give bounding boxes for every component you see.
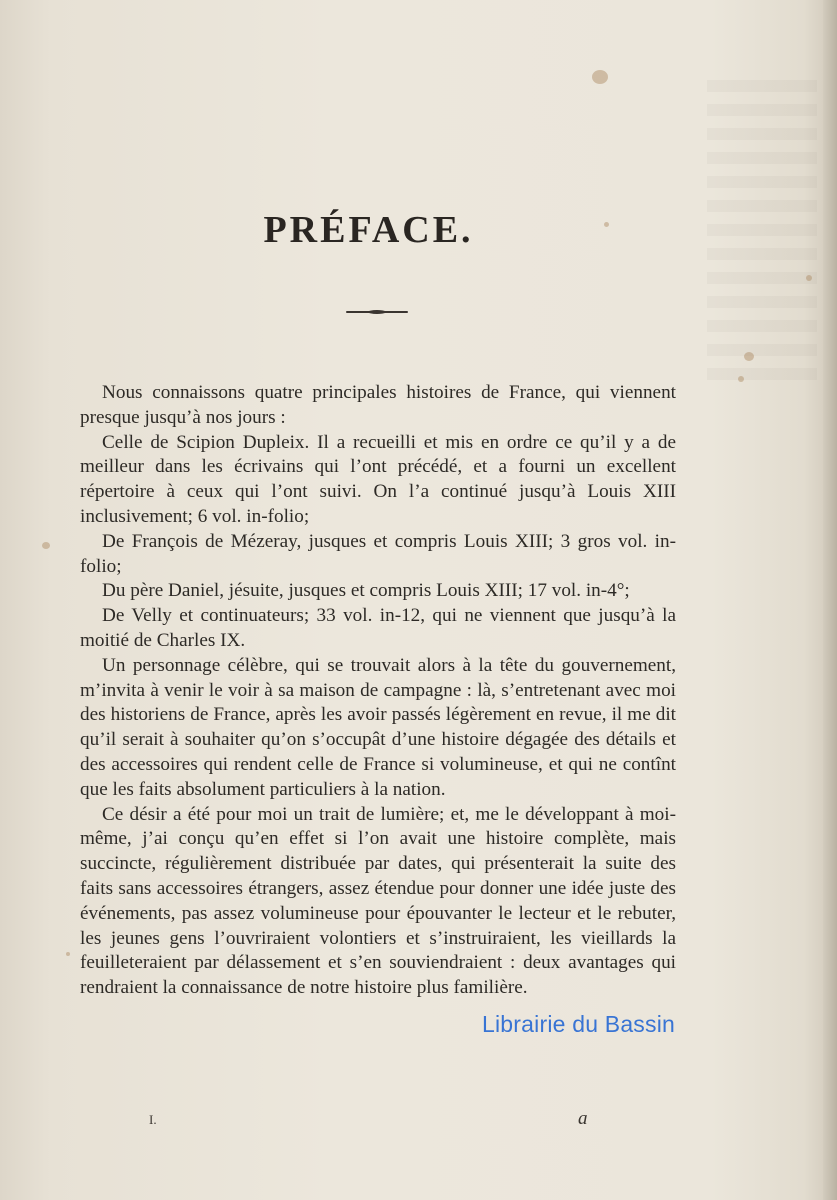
foxing-spot [738,376,744,382]
page-title: PRÉFACE. [263,209,474,251]
paragraph: Un personnage célèbre, qui se trouvait alors à la tête du gouvernement, m’invita à venir le voir à sa maison de campagne : là, s’entretenant avec moi des historiens de France, après les avoir passés légèrement en revue, il me dit qu’il serait à souhaiter qu’on s’occupât d’une histoire dégagée des détails et des accessoires qui rendent celle de France si volumineuse, et qui ne contînt que les faits absolument particuliers à la nation. [80,654,676,800]
foxing-spot [42,542,50,549]
foxing-spot [744,352,754,361]
signature-number: I. [149,1112,157,1127]
seller-watermark: Librairie du Bassin [482,1011,676,1037]
paragraph: De François de Mézeray, jusques et compris Louis XIII; 3 gros vol. in-folio; [80,530,676,577]
foxing-spot [592,70,608,84]
page-edge [823,0,837,1200]
paragraph: Ce désir a été pour moi un trait de lumière; et, me le développant à moi-même, j’ai conçu qu’en effet si l’on avait une histoire complète, mais succincte, régulièrement distribuée par dates, qui présenterait la suite des faits sans accessoires étrangers, assez étendue pour donner une idée juste des événements, pas assez volumineuse pour épouvanter le lecteur et le rebuter, les jeunes gens l’ouvriraient volontiers et s’instruiraient, les vieillards la feuilleteraient par délassement et s’en souviendraient : deux avantages qui rendraient la connaissance de notre histoire plus familière. [80,803,676,999]
paragraph: Nous connaissons quatre principales histoires de France, qui viennent presque jusqu’à nos jours : [80,382,676,428]
title-ornament-rule [346,311,408,313]
foxing-spot [66,952,70,956]
preface-body [80,381,676,1001]
foxing-spot [806,275,812,281]
signature-letter: a [578,1108,588,1129]
paragraph: Celle de Scipion Dupleix. Il a recueilli et mis en ordre ce qu’il y a de meilleur dans les écrivains qui l’ont précédé, et a fourni un excellent répertoire à ceux qui l’ont suivi. On l’a continué jusqu’à Louis XIII inclusivement; 6 vol. in-folio; [80,431,676,527]
paragraph: Du père Daniel, jésuite, jusques et compris Louis XIII; 17 vol. in-4°; [102,580,630,602]
paragraph: De Velly et continuateurs; 33 vol. in-12, qui ne viennent que jusqu’à la moitié de Charles IX. [80,605,676,651]
